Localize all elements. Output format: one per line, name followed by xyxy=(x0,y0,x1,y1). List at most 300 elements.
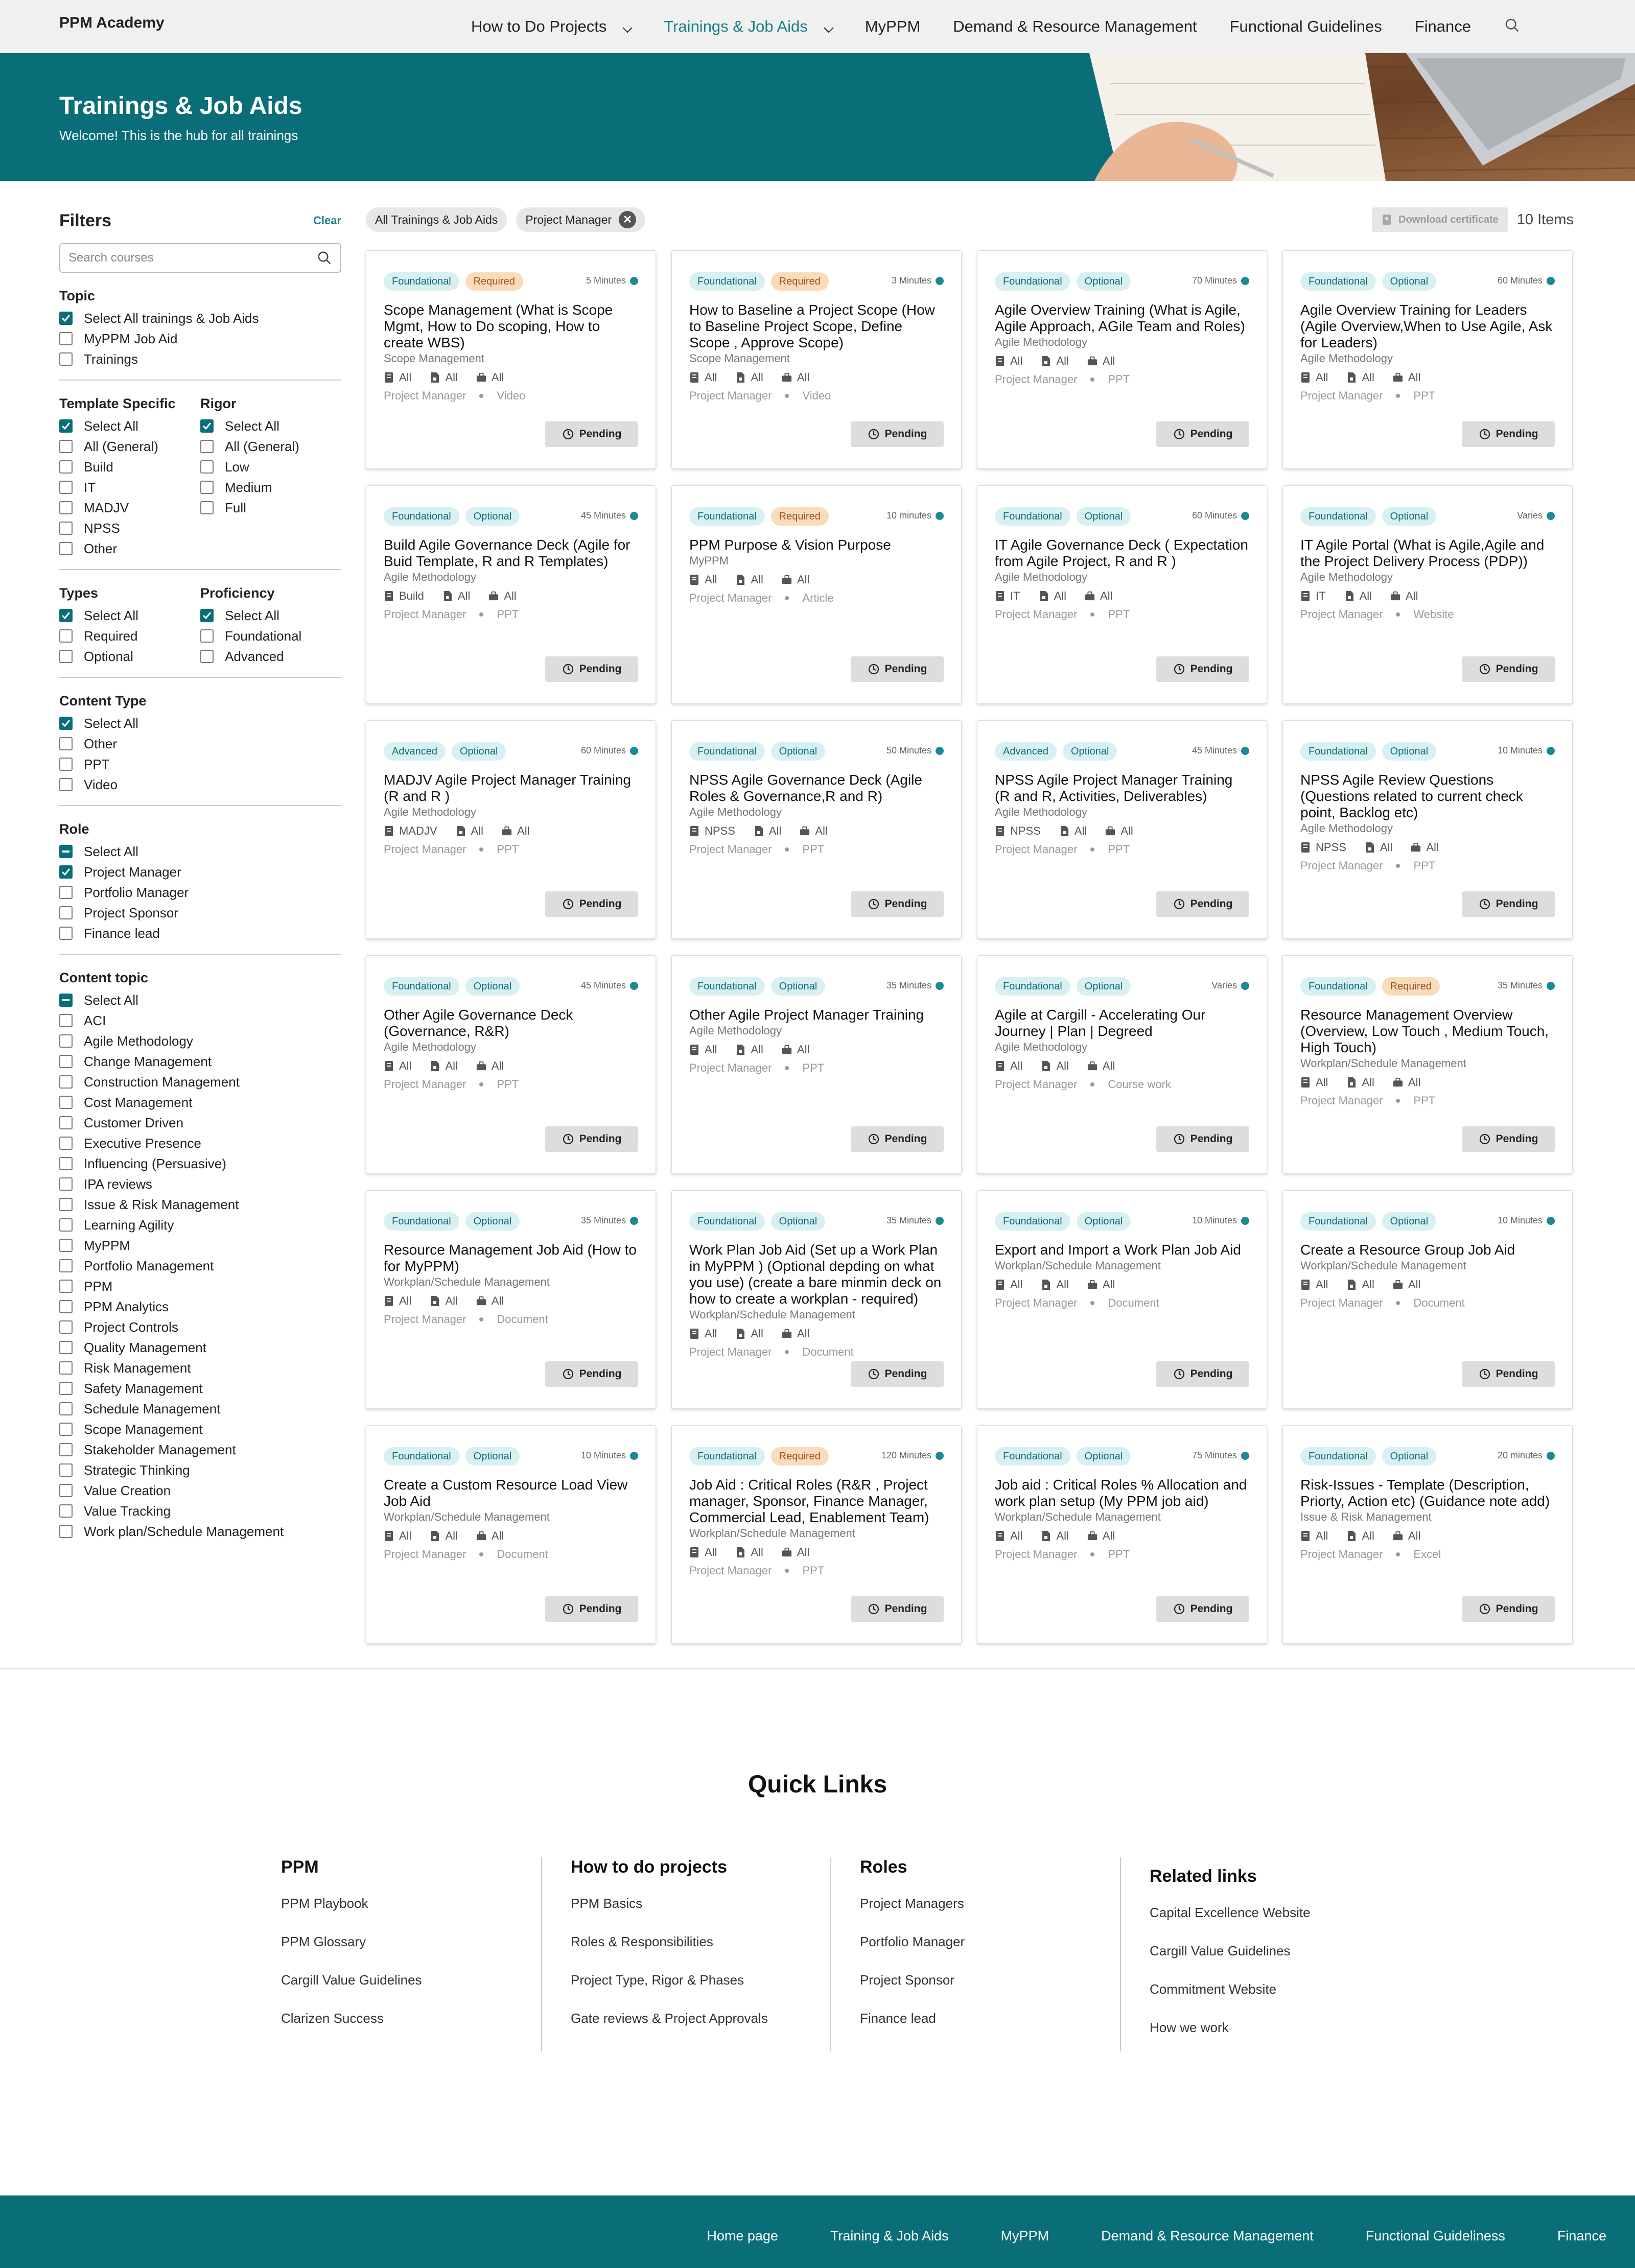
info-dot-icon xyxy=(936,1452,944,1460)
nav-item-demand-resource-management[interactable] xyxy=(953,17,1197,36)
course-title[interactable]: IT Agile Portal (What is Agile,Agile and the Project Delivery Process (PDP)) xyxy=(1300,537,1545,569)
checkbox-box[interactable] xyxy=(59,522,73,535)
quick-link-how-we-work[interactable]: How we work xyxy=(1150,2020,1229,2035)
checkbox-change-management[interactable] xyxy=(59,1051,341,1072)
course-format: Article xyxy=(802,592,834,604)
pending-button[interactable] xyxy=(545,421,638,447)
checkbox-box[interactable] xyxy=(59,629,73,643)
chevron-down-icon[interactable] xyxy=(622,19,631,29)
checkbox-strategic-thinking[interactable] xyxy=(59,1460,341,1480)
checkbox-box[interactable] xyxy=(59,906,73,919)
checkbox-ppm-analytics[interactable] xyxy=(59,1296,341,1317)
meta-value: All xyxy=(797,573,810,586)
checkbox-scope-management[interactable] xyxy=(59,1419,341,1439)
course-title[interactable]: Scope Management (What is Scope Mgmt, How to Do scoping, How to create WBS) xyxy=(384,302,613,350)
quick-link-gate-reviews-project-approvals[interactable]: Gate reviews & Project Approvals xyxy=(571,2011,768,2026)
course-title[interactable]: NPSS Agile Review Questions (Questions related to current check point, Backlog etc) xyxy=(1300,772,1523,820)
proficiency-badge: Foundational xyxy=(384,1447,459,1466)
meta-template xyxy=(384,589,424,603)
checkbox-box[interactable] xyxy=(59,1504,73,1518)
checkbox-box[interactable] xyxy=(59,1443,73,1456)
clock-icon xyxy=(562,428,579,440)
course-card[interactable] xyxy=(671,1190,962,1409)
separator-dot xyxy=(1090,377,1094,382)
footer-link-functional-guideliness[interactable]: Functional Guideliness xyxy=(1365,2228,1505,2243)
checkbox-box[interactable] xyxy=(59,481,73,494)
briefcase-icon xyxy=(476,1060,492,1072)
filter-chip-all-trainings-job-aids[interactable] xyxy=(366,207,507,232)
type-badge: Optional xyxy=(465,1447,520,1466)
nav-item-finance[interactable] xyxy=(1415,17,1471,36)
checkbox-select-all[interactable] xyxy=(59,605,200,626)
pending-button[interactable] xyxy=(1156,1126,1249,1152)
meta-rigor xyxy=(735,573,763,586)
course-card[interactable] xyxy=(366,485,656,704)
course-title[interactable]: Agile Overview Training for Leaders (Agile Overview,When to Use Agile, Ask for Leaders) xyxy=(1300,302,1553,350)
quick-link-clarizen-success[interactable]: Clarizen Success xyxy=(281,2011,384,2026)
checkbox-work-plan-schedule-management[interactable] xyxy=(59,1521,341,1542)
duration-label: 5 Minutes xyxy=(586,275,626,286)
checkbox-aci[interactable] xyxy=(59,1010,341,1031)
quick-link-portfolio-manager[interactable]: Portfolio Manager xyxy=(860,1934,965,1949)
checkbox-label: ACI xyxy=(84,1012,106,1028)
separator-dot xyxy=(479,394,483,398)
course-title[interactable]: MADJV Agile Project Manager Training (R and R ) xyxy=(384,772,631,804)
checkbox-project-sponsor[interactable] xyxy=(59,903,341,923)
checkbox-box[interactable] xyxy=(59,1463,73,1477)
quick-link-commitment-website[interactable]: Commitment Website xyxy=(1150,1981,1277,1997)
checkbox-box[interactable] xyxy=(59,1239,73,1252)
checkbox-box[interactable] xyxy=(59,1280,73,1293)
card-details xyxy=(995,1041,1250,1093)
search-icon[interactable] xyxy=(317,250,332,266)
checkbox-select-all[interactable] xyxy=(59,990,341,1010)
divider xyxy=(59,805,341,806)
checkbox-box[interactable] xyxy=(59,1341,73,1354)
checked-icon[interactable] xyxy=(59,609,73,622)
filter-group-proficiency xyxy=(200,585,341,667)
checkbox-cost-management[interactable] xyxy=(59,1092,341,1113)
checkbox-myppm[interactable] xyxy=(59,1235,341,1256)
checkbox-agile-methodology[interactable] xyxy=(59,1031,341,1051)
course-title[interactable]: Agile at Cargill - Accelerating Our Journey | Plan | Degreed xyxy=(995,1007,1206,1039)
info-dot-icon xyxy=(1547,1217,1555,1225)
pending-button[interactable] xyxy=(1462,1361,1555,1387)
checkbox-optional[interactable] xyxy=(59,646,200,667)
checkbox-select-all-trainings-job-aids[interactable] xyxy=(59,308,341,328)
clock-icon xyxy=(1173,663,1190,675)
checkbox-box[interactable] xyxy=(200,481,214,494)
checkbox-finance-lead[interactable] xyxy=(59,923,341,943)
checkbox-label: PPM Analytics xyxy=(84,1298,169,1314)
meta-template xyxy=(1300,1529,1328,1543)
template-icon xyxy=(689,825,705,837)
meta-value: All xyxy=(705,1043,717,1056)
checkbox-influencing-persuasive[interactable] xyxy=(59,1153,341,1174)
course-card[interactable] xyxy=(977,720,1267,939)
course-category: Workplan/Schedule Management xyxy=(1300,1057,1466,1070)
checkbox-box[interactable] xyxy=(59,1198,73,1211)
course-card[interactable] xyxy=(1282,1190,1573,1409)
checkbox-box[interactable] xyxy=(59,1096,73,1109)
quick-link-cargill-value-guidelines[interactable]: Cargill Value Guidelines xyxy=(281,1972,422,1988)
checkbox-box[interactable] xyxy=(59,1116,73,1129)
checkbox-myppm-job-aid[interactable] xyxy=(59,328,341,349)
meta-value: All xyxy=(705,371,717,384)
pending-button[interactable] xyxy=(1462,656,1555,682)
items-count: 10 Items xyxy=(1516,211,1574,228)
checked-icon[interactable] xyxy=(59,419,73,433)
nav-item-myppm[interactable] xyxy=(865,17,921,36)
checkbox-other[interactable] xyxy=(59,734,341,754)
nav-item-functional-guidelines[interactable] xyxy=(1230,17,1382,36)
course-role: Project Manager xyxy=(384,1548,466,1561)
rigor-icon xyxy=(1346,1077,1362,1088)
checkbox-all-general[interactable] xyxy=(59,436,200,457)
checkbox-foundational[interactable] xyxy=(200,626,341,646)
course-role: Project Manager xyxy=(995,608,1078,621)
meta-template xyxy=(689,573,717,586)
pending-button[interactable] xyxy=(851,1361,944,1387)
card-details xyxy=(995,806,1250,858)
course-card[interactable] xyxy=(366,250,656,469)
pending-button[interactable] xyxy=(1156,1361,1249,1387)
checkbox-box[interactable] xyxy=(59,737,73,750)
checkbox-project-controls[interactable] xyxy=(59,1317,341,1337)
course-title[interactable]: Other Agile Project Manager Training xyxy=(689,1007,924,1023)
quick-link-roles-responsibilities[interactable]: Roles & Responsibilities xyxy=(571,1934,713,1949)
clock-icon xyxy=(1479,663,1496,675)
rigor-icon xyxy=(1365,842,1380,853)
course-title[interactable]: Create a Resource Group Job Aid xyxy=(1300,1242,1515,1258)
course-category: Scope Management xyxy=(689,352,790,365)
pending-button[interactable] xyxy=(851,421,944,447)
pending-button[interactable] xyxy=(545,1361,638,1387)
course-card[interactable] xyxy=(671,720,962,939)
card-tags xyxy=(689,977,831,996)
quick-link-cargill-value-guidelines[interactable]: Cargill Value Guidelines xyxy=(1150,1943,1291,1958)
search-icon[interactable] xyxy=(1504,17,1521,37)
course-format: PPT xyxy=(1413,1094,1436,1107)
checkbox-all-general[interactable] xyxy=(200,436,341,457)
checkbox-trainings[interactable] xyxy=(59,349,341,369)
checkbox-box[interactable] xyxy=(59,542,73,555)
checkbox-box[interactable] xyxy=(59,1361,73,1375)
course-card[interactable] xyxy=(671,485,962,704)
meta-rigor xyxy=(430,1059,457,1073)
course-title[interactable]: NPSS Agile Governance Deck (Agile Roles & Governance,R and R) xyxy=(689,772,922,804)
course-card[interactable] xyxy=(1282,485,1573,704)
briefcase-icon xyxy=(782,574,797,585)
quick-link-project-managers[interactable]: Project Managers xyxy=(860,1896,964,1911)
course-card[interactable] xyxy=(977,1425,1267,1644)
card-meta xyxy=(1300,1274,1556,1295)
rigor-icon xyxy=(1039,590,1054,602)
quick-link-ppm-glossary[interactable]: PPM Glossary xyxy=(281,1934,366,1949)
pending-button[interactable] xyxy=(1156,421,1249,447)
checkbox-box[interactable] xyxy=(59,1484,73,1497)
pending-button[interactable] xyxy=(545,1126,638,1152)
card-meta xyxy=(1300,586,1556,606)
meta-value: All xyxy=(768,824,782,837)
course-card[interactable] xyxy=(366,955,656,1174)
checkbox-ppt[interactable] xyxy=(59,754,341,774)
checkbox-box[interactable] xyxy=(59,1402,73,1415)
checkbox-madjv[interactable] xyxy=(59,498,200,518)
pending-button[interactable] xyxy=(851,1126,944,1152)
checkbox-box[interactable] xyxy=(200,440,214,453)
nav-item-trainings-job-aids[interactable] xyxy=(664,17,832,36)
pending-button[interactable] xyxy=(1462,421,1555,447)
course-title[interactable]: NPSS Agile Project Manager Training (R and R, Activities, Deliverables) xyxy=(995,772,1233,804)
checkbox-label: Full xyxy=(225,500,246,515)
checkbox-select-all[interactable] xyxy=(200,416,341,436)
duration xyxy=(1498,1215,1555,1226)
checkbox-select-all[interactable] xyxy=(59,713,341,734)
checkbox-portfolio-management[interactable] xyxy=(59,1256,341,1276)
checkbox-box[interactable] xyxy=(59,1300,73,1313)
footer-link-demand-resource-management[interactable]: Demand & Resource Management xyxy=(1101,2228,1314,2243)
checkbox-box[interactable] xyxy=(59,1034,73,1048)
checkbox-box[interactable] xyxy=(200,460,214,474)
nav-item-how-to-do-projects[interactable] xyxy=(471,17,631,36)
meta-value: All xyxy=(1362,1076,1374,1089)
course-format: PPT xyxy=(1413,859,1436,872)
checkbox-box[interactable] xyxy=(59,332,73,345)
meta-audience xyxy=(782,573,809,586)
checkbox-construction-management[interactable] xyxy=(59,1072,341,1092)
quick-link-ppm-playbook[interactable]: PPM Playbook xyxy=(281,1896,368,1911)
footer-link-myppm[interactable]: MyPPM xyxy=(1000,2228,1049,2243)
course-title[interactable]: Export and Import a Work Plan Job Aid xyxy=(995,1242,1241,1258)
duration xyxy=(581,510,638,521)
quick-link-finance-lead[interactable]: Finance lead xyxy=(860,2011,936,2026)
pending-button[interactable] xyxy=(1156,891,1249,917)
checkbox-value-tracking[interactable] xyxy=(59,1501,341,1521)
checked-icon[interactable] xyxy=(59,865,73,879)
quick-link-ppm-basics[interactable]: PPM Basics xyxy=(571,1896,643,1911)
checkbox-box[interactable] xyxy=(59,1525,73,1538)
brand-logo[interactable]: PPM Academy xyxy=(59,14,165,31)
checkbox-box[interactable] xyxy=(59,1423,73,1436)
checkbox-npss[interactable] xyxy=(59,518,200,538)
checkbox-ipa-reviews[interactable] xyxy=(59,1174,341,1194)
checkbox-box[interactable] xyxy=(59,1218,73,1232)
course-card[interactable] xyxy=(1282,955,1573,1174)
checkbox-box[interactable] xyxy=(59,1382,73,1395)
checkbox-video[interactable] xyxy=(59,774,341,795)
course-card[interactable] xyxy=(977,1190,1267,1409)
clock-icon xyxy=(868,428,885,440)
course-card[interactable] xyxy=(671,955,962,1174)
checkbox-box[interactable] xyxy=(59,927,73,940)
footer-link-home-page[interactable]: Home page xyxy=(707,2228,778,2243)
checkbox-box[interactable] xyxy=(59,1177,73,1191)
checkbox-box[interactable] xyxy=(59,1014,73,1027)
checkbox-box[interactable] xyxy=(59,778,73,791)
course-card[interactable] xyxy=(366,1190,656,1409)
course-card[interactable] xyxy=(671,250,962,469)
course-card[interactable] xyxy=(1282,1425,1573,1644)
checkbox-issue-risk-management[interactable] xyxy=(59,1194,341,1215)
checked-icon[interactable] xyxy=(59,312,73,325)
course-role: Project Manager xyxy=(1300,389,1383,402)
course-title[interactable]: Job aid : Critical Roles % Allocation and work plan setup (My PPM job aid) xyxy=(995,1477,1247,1509)
checkbox-quality-management[interactable] xyxy=(59,1337,341,1358)
checked-icon[interactable] xyxy=(200,419,214,433)
checkbox-box[interactable] xyxy=(59,1259,73,1272)
pending-button[interactable] xyxy=(545,1596,638,1622)
rigor-icon xyxy=(1346,372,1362,383)
checkbox-box[interactable] xyxy=(59,460,73,474)
proficiency-badge: Foundational xyxy=(995,1212,1070,1231)
course-role: Project Manager xyxy=(689,843,772,856)
proficiency-badge: Foundational xyxy=(995,1447,1070,1466)
checkbox-box[interactable] xyxy=(59,1075,73,1089)
checkbox-risk-management[interactable] xyxy=(59,1358,341,1378)
course-format: PPT xyxy=(802,1564,825,1577)
checkbox-label: Foundational xyxy=(225,628,302,644)
course-title[interactable]: Agile Overview Training (What is Agile, Agile Approach, AGile Team and Roles) xyxy=(995,302,1245,334)
card-role-format xyxy=(995,606,1250,623)
page-title: Trainings & Job Aids xyxy=(59,92,302,120)
checkbox-portfolio-manager[interactable] xyxy=(59,882,341,903)
course-title[interactable]: Build Agile Governance Deck (Agile for Buid Template, R and R Templates) xyxy=(384,537,630,569)
course-title[interactable]: IT Agile Governance Deck ( Expectation from Agile Project, R and R ) xyxy=(995,537,1248,569)
meta-audience xyxy=(1105,824,1133,838)
pending-button[interactable] xyxy=(851,656,944,682)
checkbox-required[interactable] xyxy=(59,626,200,646)
pending-button[interactable] xyxy=(1462,1126,1555,1152)
checkbox-medium[interactable] xyxy=(200,477,341,498)
checkbox-safety-management[interactable] xyxy=(59,1378,341,1399)
card-tags xyxy=(689,507,835,526)
footer-link-finance[interactable]: Finance xyxy=(1557,2228,1606,2243)
checkbox-project-manager[interactable] xyxy=(59,862,341,882)
course-card[interactable] xyxy=(1282,720,1573,939)
pending-button[interactable] xyxy=(545,891,638,917)
checkbox-box[interactable] xyxy=(59,758,73,771)
close-icon[interactable]: ✕ xyxy=(619,211,636,228)
course-card[interactable] xyxy=(977,250,1267,469)
meta-value: All xyxy=(1380,841,1393,854)
briefcase-icon xyxy=(1411,842,1426,853)
course-title[interactable]: PPM Purpose & Vision Purpose xyxy=(689,537,891,553)
card-meta xyxy=(689,1040,945,1060)
checkbox-it[interactable] xyxy=(59,477,200,498)
course-card[interactable] xyxy=(1282,250,1573,469)
pending-button[interactable] xyxy=(1156,656,1249,682)
checkbox-low[interactable] xyxy=(200,457,341,477)
meta-audience xyxy=(476,371,504,384)
checkbox-box[interactable] xyxy=(200,650,214,663)
quick-links-heading: Related links xyxy=(1150,1867,1257,1886)
course-title[interactable]: Work Plan Job Aid (Set up a Work Plan in MyPPM ) (Optional depding on what you use) (create a bare minmin deck on how to create a workplan - required) xyxy=(689,1242,942,1307)
search-input[interactable] xyxy=(68,251,293,265)
checkbox-box[interactable] xyxy=(59,650,73,663)
checkbox-select-all[interactable] xyxy=(200,605,341,626)
pending-button[interactable] xyxy=(851,1596,944,1622)
checkbox-box[interactable] xyxy=(59,501,73,514)
pending-button[interactable] xyxy=(851,891,944,917)
course-title[interactable]: Resource Management Overview (Overview, Low Touch , Medium Touch, High Touch) xyxy=(1300,1007,1549,1055)
checkbox-ppm[interactable] xyxy=(59,1276,341,1296)
checkbox-learning-agility[interactable] xyxy=(59,1215,341,1235)
checkbox-box[interactable] xyxy=(59,845,73,858)
course-card[interactable] xyxy=(977,955,1267,1174)
checkbox-box[interactable] xyxy=(59,1320,73,1334)
pending-button[interactable] xyxy=(1462,1596,1555,1622)
checkbox-box[interactable] xyxy=(59,886,73,899)
download-certificate-button[interactable] xyxy=(1372,207,1508,232)
chevron-down-icon[interactable] xyxy=(823,19,832,29)
course-title[interactable]: Resource Management Job Aid (How to for MyPPM) xyxy=(384,1242,637,1274)
card-details xyxy=(689,1308,945,1360)
checkbox-build[interactable] xyxy=(59,457,200,477)
duration-label: 20 minutes xyxy=(1497,1450,1543,1460)
quick-link-project-sponsor[interactable]: Project Sponsor xyxy=(860,1972,954,1988)
course-format: PPT xyxy=(1108,373,1130,386)
card-meta xyxy=(1300,1072,1556,1093)
quick-link-project-type-rigor-phases[interactable]: Project Type, Rigor & Phases xyxy=(571,1972,744,1988)
checkbox-value-creation[interactable] xyxy=(59,1480,341,1501)
checkbox-box[interactable] xyxy=(59,1157,73,1170)
checkbox-box[interactable] xyxy=(200,629,214,643)
checkbox-box[interactable] xyxy=(59,440,73,453)
checkbox-box[interactable] xyxy=(59,1137,73,1150)
checkbox-box[interactable] xyxy=(59,1055,73,1068)
course-card[interactable] xyxy=(366,1425,656,1644)
course-title[interactable]: How to Baseline a Project Scope (How to Baseline Project Scope, Define Scope , Approve Scope) xyxy=(689,302,935,350)
pending-button[interactable] xyxy=(1462,891,1555,917)
filter-chip-project-manager[interactable] xyxy=(516,207,645,232)
meta-rigor xyxy=(1346,1529,1374,1543)
footer-link-training-job-aids[interactable]: Training & Job Aids xyxy=(830,2228,949,2243)
checkbox-box[interactable] xyxy=(59,994,73,1007)
checkbox-box[interactable] xyxy=(200,501,214,514)
pending-button[interactable] xyxy=(1156,1596,1249,1622)
checkbox-full[interactable] xyxy=(200,498,341,518)
checkbox-schedule-management[interactable] xyxy=(59,1399,341,1419)
clear-filters-button[interactable]: Clear xyxy=(313,214,341,227)
card-role-format xyxy=(384,606,639,623)
course-card[interactable] xyxy=(671,1425,962,1644)
course-title[interactable]: Create a Custom Resource Load View Job Aid xyxy=(384,1477,628,1509)
duration xyxy=(886,980,944,991)
quick-link-capital-excellence-website[interactable]: Capital Excellence Website xyxy=(1150,1905,1311,1920)
meta-value: All xyxy=(445,371,458,384)
checked-icon[interactable] xyxy=(59,717,73,730)
course-title[interactable]: Risk-Issues - Template (Description, Priorty, Action etc) (Guidance note add) xyxy=(1300,1477,1550,1509)
checkbox-advanced[interactable] xyxy=(200,646,341,667)
checkbox-executive-presence[interactable] xyxy=(59,1133,341,1153)
checkbox-select-all[interactable] xyxy=(59,416,200,436)
course-card[interactable] xyxy=(366,720,656,939)
card-role-format xyxy=(689,1060,945,1076)
checkbox-other[interactable] xyxy=(59,538,200,559)
checkbox-customer-driven[interactable] xyxy=(59,1113,341,1133)
meta-audience xyxy=(1390,589,1418,603)
checkbox-select-all[interactable] xyxy=(59,841,341,862)
course-title[interactable]: Job Aid : Critical Roles (R&R , Project manager, Sponsor, Finance Manager, Commercial Lead, Enablement Team) xyxy=(689,1477,929,1525)
course-card[interactable] xyxy=(977,485,1267,704)
pending-button[interactable] xyxy=(545,656,638,682)
course-title[interactable]: Other Agile Governance Deck (Governance, R&R) xyxy=(384,1007,573,1039)
checkbox-box[interactable] xyxy=(59,352,73,366)
checked-icon[interactable] xyxy=(200,609,214,622)
template-icon xyxy=(384,825,399,837)
checkbox-stakeholder-management[interactable] xyxy=(59,1439,341,1460)
